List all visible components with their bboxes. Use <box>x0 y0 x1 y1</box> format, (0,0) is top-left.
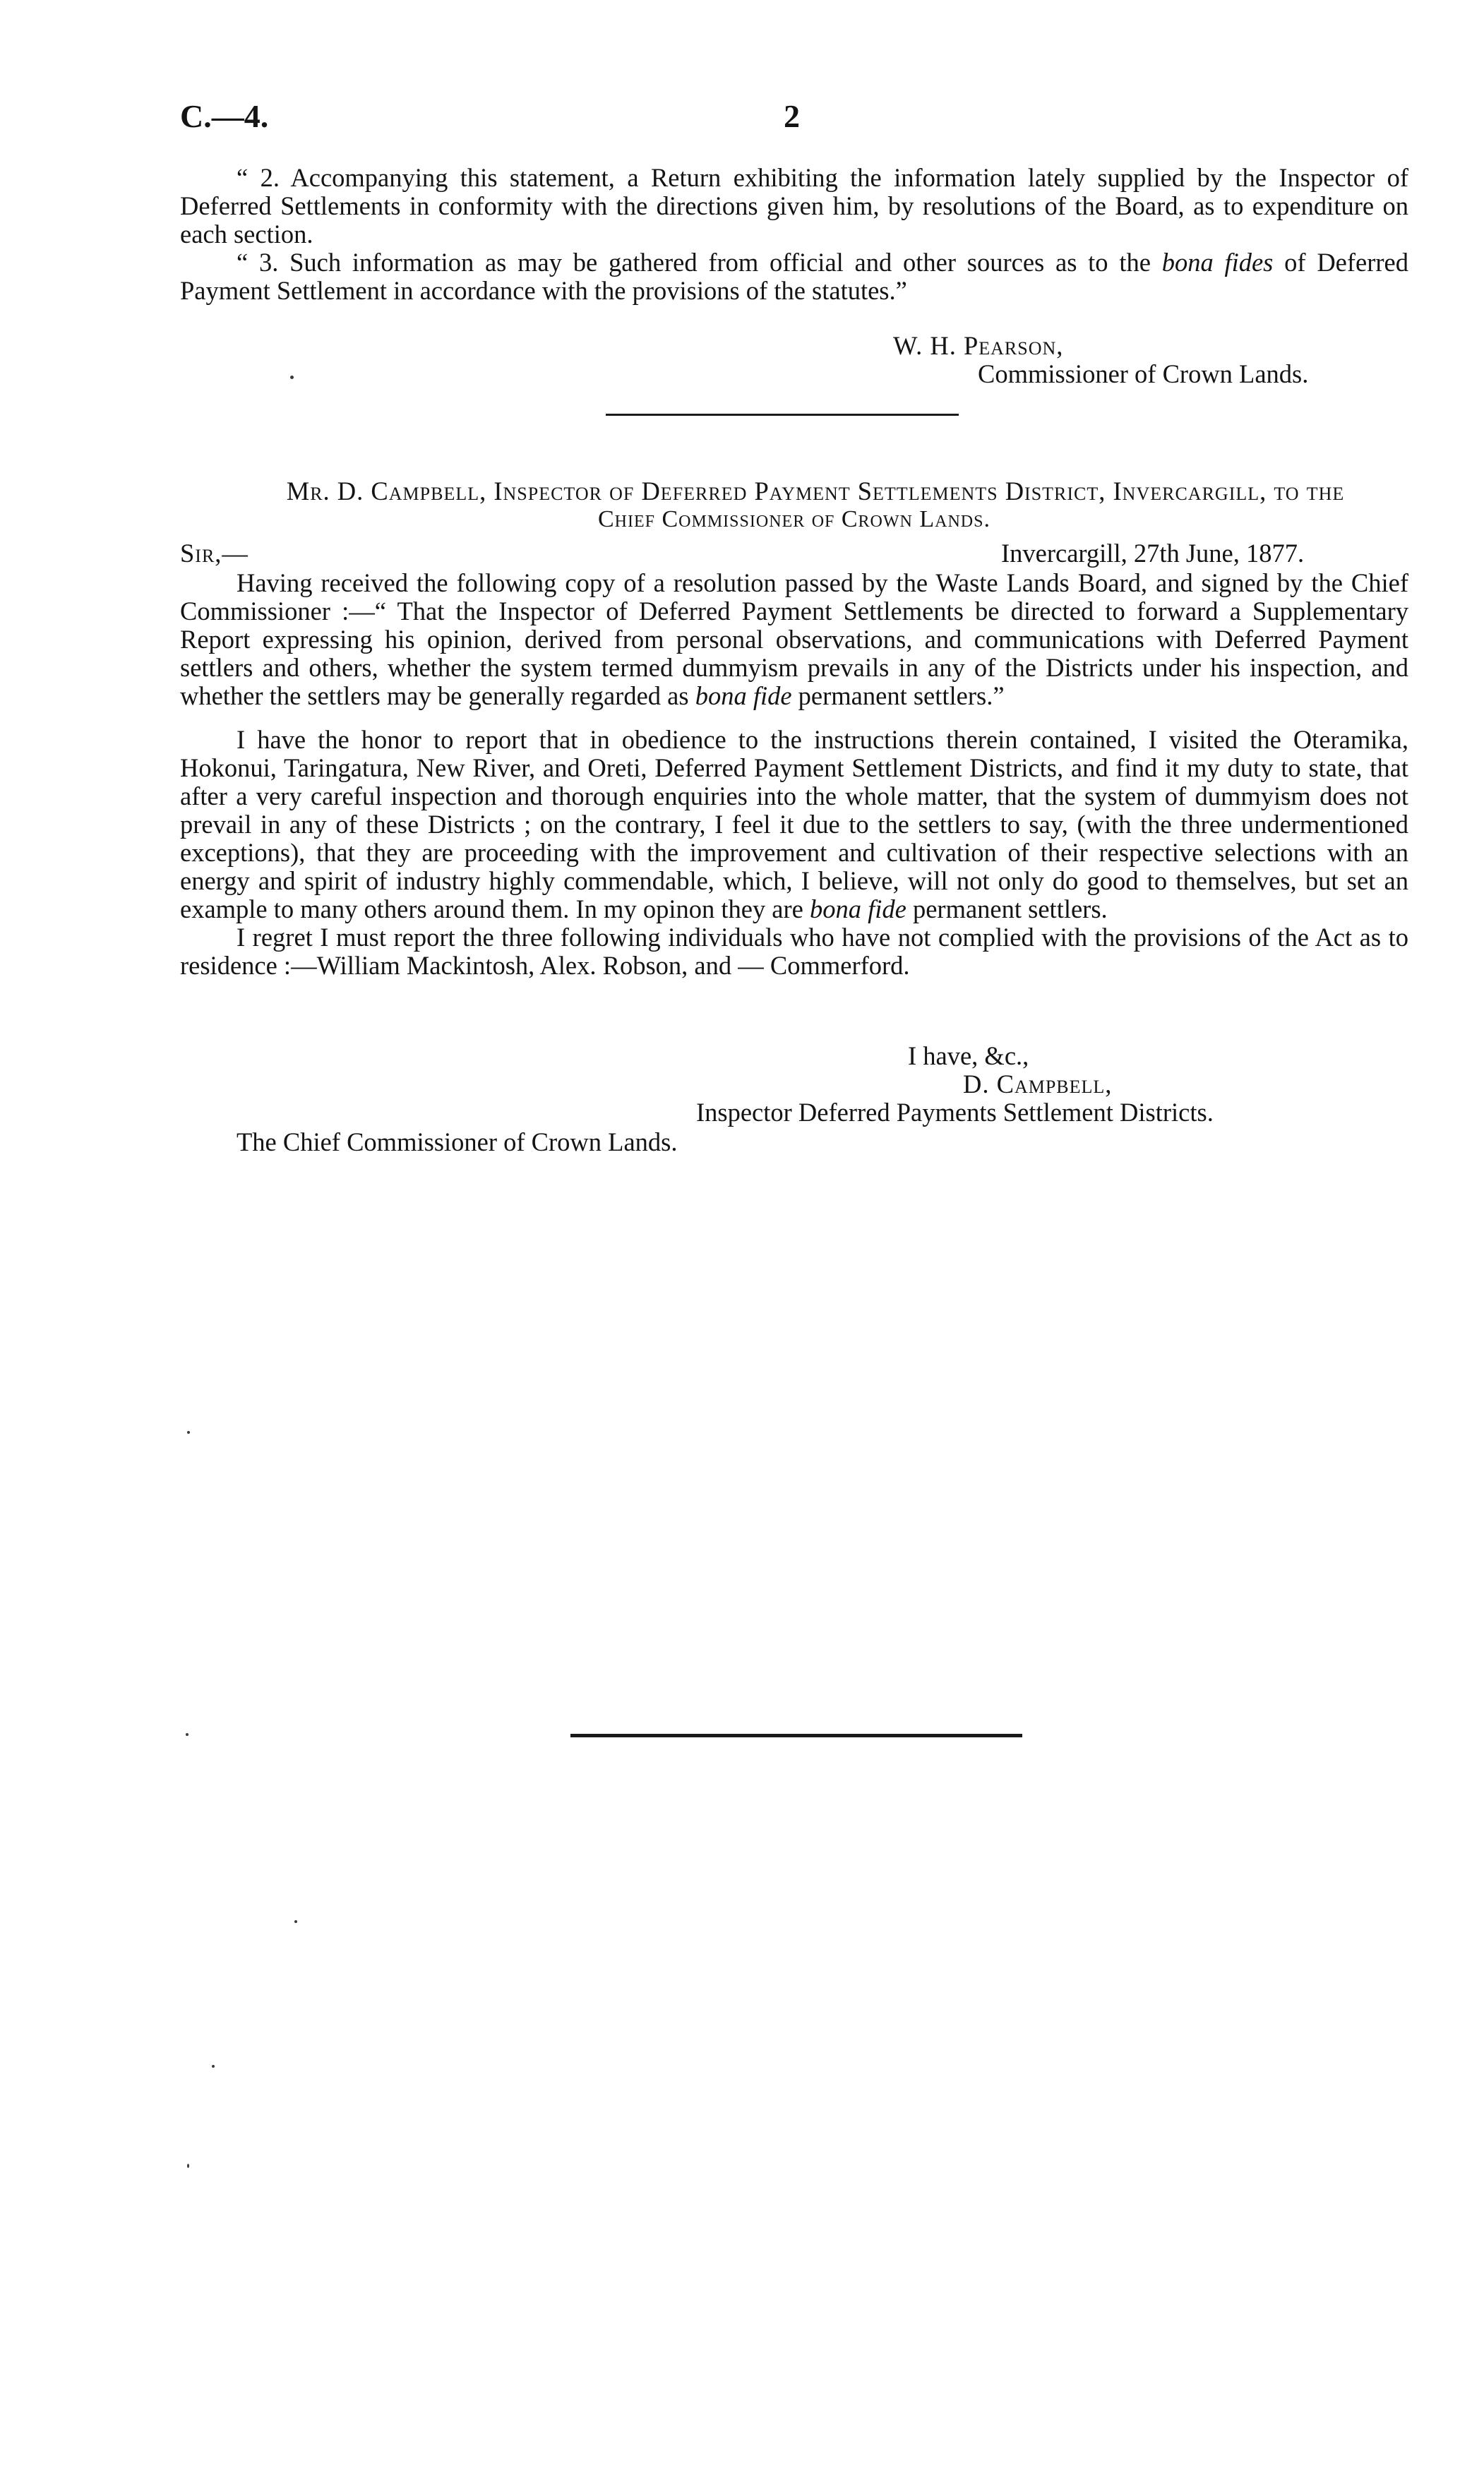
pearson-signature-name: W. H. Pearson, <box>893 331 1064 360</box>
letter-paragraph-1-text-start: Having received the following copy of a resolution passed by the Waste Lands Board, and signed by the Chief Commissioner :—“ That the Inspector of Deferred Payment Settlements be directed to forward a Supplementary Report expressing his opinion, derived from personal observations, and communications with Deferred Payment settlers and others, whether the system termed dummyism prevails in any of the Districts under his inspection, and whether the settlers may be generally regarded as <box>180 568 1408 710</box>
pearson-signature-title: Commissioner of Crown Lands. <box>978 359 1309 388</box>
print-speck <box>186 1733 189 1736</box>
letter-body <box>180 569 1408 980</box>
resolution-item-3 <box>180 248 1408 305</box>
page-header <box>180 97 1408 140</box>
campbell-signature-title: Inspector Deferred Payments Settlement Districts. <box>696 1098 1214 1127</box>
resolution-item-3-text-start: “ 3. Such information as may be gathered from official and other sources as to the <box>237 248 1162 277</box>
letter-heading <box>180 477 1408 534</box>
letter-paragraph-1-italic: bona fide <box>695 681 792 710</box>
end-divider-rule <box>570 1734 1022 1737</box>
print-speck <box>187 2164 189 2168</box>
letter-paragraph-1 <box>180 569 1408 710</box>
print-speck <box>212 2065 215 2068</box>
letter-heading-line-2: Chief Commissioner of Crown Lands. <box>597 506 991 532</box>
print-speck <box>290 376 294 379</box>
letter-paragraph-1-text-end: permanent settlers.” <box>791 681 1005 710</box>
letter-paragraph-3: I regret I must report the three following individuals who have not complied with the provisions of the Act as to residence :—William Mackintosh, Alex. Robson, and — Commerford. <box>180 923 1408 980</box>
letter-paragraph-2-text-start: I have the honor to report that in obedience to the instructions therein contained, I visited the Oteramika, Hokonui, Taringatura, New River, and Oreti, Deferred Payment Settlement Districts, and find it my duty to state, that after a very careful inspection and thorough enquiries into the whole matter, that the system of dummyism does not prevail in any of these Districts ; on the contrary, I feel it due to the settlers to say, (with the three undermentioned exceptions), that they are proceeding with the improvement and cultivation of their respective selections with an energy and spirit of industry highly commendable, which, I believe, will not only do good to themselves, but set an example to many others around them. In my opinon they are <box>180 725 1408 923</box>
print-speck <box>187 1431 190 1434</box>
print-speck <box>294 1920 297 1923</box>
section-divider-rule <box>606 414 959 416</box>
salutation: Sir,— <box>180 539 249 568</box>
place-and-date: Invercargill, 27th June, 1877. <box>1001 539 1305 568</box>
resolution-continuation <box>180 164 1408 305</box>
letter-addressee: The Chief Commissioner of Crown Lands. <box>237 1127 678 1156</box>
letter-paragraph-2-text-end: permanent settlers. <box>906 894 1108 923</box>
resolution-item-3-text-end: of Deferred Payment Settlement in accordance with the provisions of the statutes.” <box>180 248 1408 305</box>
letter-paragraph-2 <box>180 726 1408 923</box>
resolution-item-3-italic: bona fides <box>1161 248 1274 277</box>
resolution-item-2: “ 2. Accompanying this statement, a Return exhibiting the information lately supplied by the Inspector of Deferred Settlements in conformity with the directions given him, by resolutions of the Board, as to expenditure on each section. <box>180 163 1408 248</box>
letter-closing: I have, &c., <box>908 1041 1029 1070</box>
page-number: 2 <box>784 98 800 134</box>
letter-paragraph-2-italic: bona fide <box>810 894 906 923</box>
campbell-signature-name: D. Campbell, <box>963 1070 1113 1098</box>
letter-heading-line-1: Mr. D. Campbell, Inspector of Deferred Payment Settlements District, Invercargill, to the <box>286 477 1345 505</box>
document-reference: C.—4. <box>180 98 269 134</box>
